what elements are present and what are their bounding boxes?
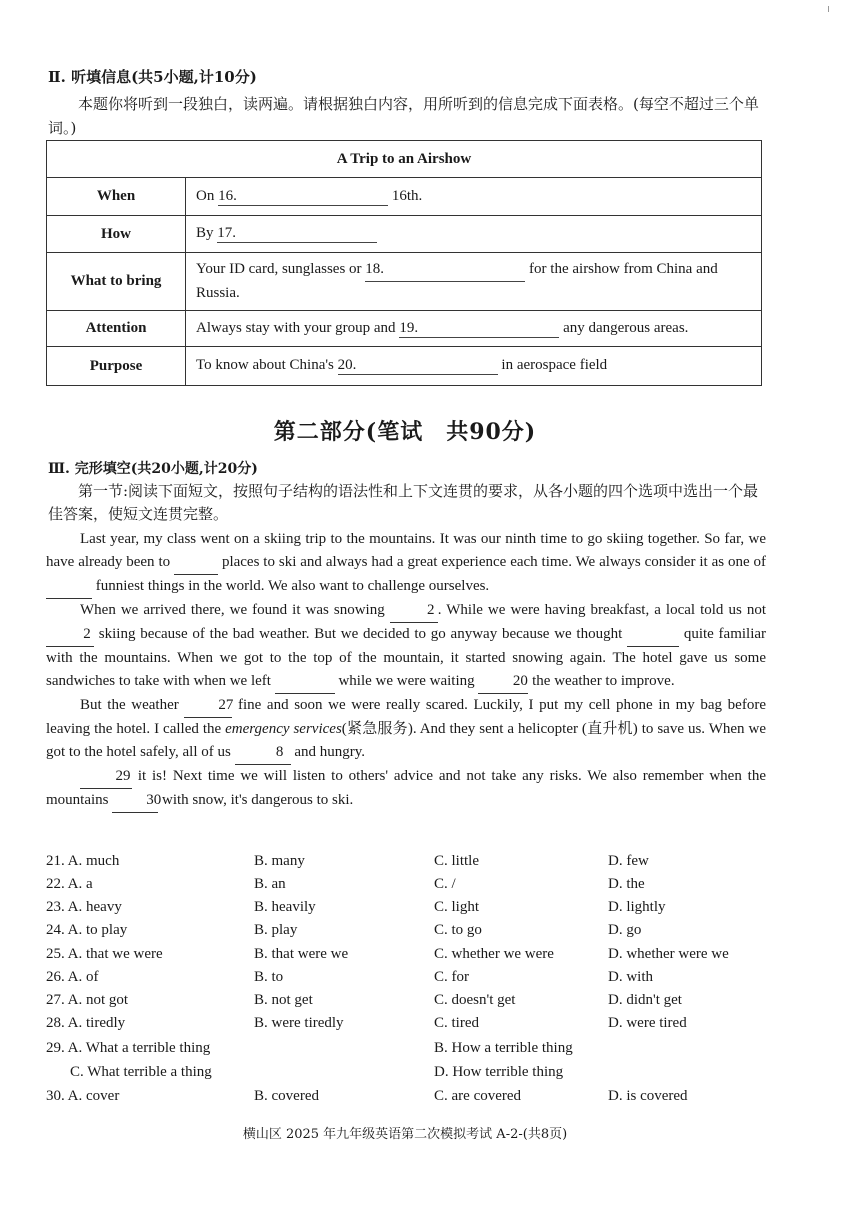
row-label: What to bring <box>47 253 186 311</box>
option-b[interactable]: B. not get <box>254 992 313 1008</box>
blank-30[interactable]: 30 <box>112 789 158 813</box>
page-footer: 横山区 2025 年九年级英语第二次模拟考试 A-2-(共8页) <box>242 1127 568 1142</box>
cloze-passage <box>46 528 766 813</box>
option-c[interactable]: C. What terrible a thing <box>70 1064 212 1080</box>
option-d[interactable]: D. with <box>608 969 653 985</box>
table-row <box>47 253 762 311</box>
option-b[interactable]: B. covered <box>254 1088 319 1104</box>
option-row <box>46 1015 776 1038</box>
option-d[interactable]: D. were tired <box>608 1015 687 1031</box>
part-2-title: 第二部分(笔试 共90分) <box>273 419 537 445</box>
option-c[interactable]: C. little <box>434 853 479 869</box>
option-c[interactable]: C. light <box>434 899 480 915</box>
option-d[interactable]: D. is covered <box>608 1088 688 1104</box>
passage-paragraph: Last year, my class went on a skiing trip to the mountains. It was our ninth time to go skiing together. So far, we have already been to places to ski and always had a great experience each time. We always consider it as one of funniest things in the world. We also want to challenge ourselves. <box>46 528 766 599</box>
option-d[interactable]: D. didn't get <box>608 992 682 1008</box>
option-d[interactable]: D. lightly <box>608 899 666 915</box>
section-2-instructions: 本题你将听到一段独白，读两遍。请根据独白内容，用所听到的信息完成下面表格。(每空不超过三个单词。) <box>48 95 759 137</box>
option-c[interactable]: C. to go <box>434 922 482 938</box>
option-row <box>46 1088 776 1111</box>
option-c[interactable]: C. doesn't get <box>434 992 516 1008</box>
option-a[interactable]: 27. A. not got <box>46 992 129 1008</box>
option-a[interactable]: 22. A. a <box>46 876 93 892</box>
passage-paragraph: When we arrived there, we found it was snowing 2 . While we were having breakfast, a local told us not 2 skiing because of the bad weather. But we decided to go anyway because we thought quite familiar with the mountains. When we got to the top of the mountain, it started snowing again. The hotel gave us some sandwiches to take with when we left while we were waiting 20 the weather to improve. <box>46 599 766 694</box>
option-b[interactable]: B. to <box>254 969 284 985</box>
answer-blank-18[interactable]: 18. <box>365 258 525 282</box>
table-row <box>47 311 762 347</box>
option-a[interactable]: 30. A. cover <box>46 1088 120 1104</box>
table-title: A Trip to an Airshow <box>47 141 762 178</box>
option-d[interactable]: D. few <box>608 853 649 869</box>
option-b[interactable]: B. that were we <box>254 946 349 962</box>
option-d[interactable]: D. whether were we <box>608 946 729 962</box>
row-content: On 16. 16th. <box>186 178 762 216</box>
answer-blank-19[interactable]: 19. <box>399 320 559 338</box>
option-b[interactable]: B. heavily <box>254 899 316 915</box>
section-3-title: Ⅲ. 完形填空(共20小题,计20分) <box>48 461 258 477</box>
option-row <box>46 946 776 969</box>
option-b[interactable]: B. many <box>254 853 305 869</box>
option-a[interactable]: 26. A. of <box>46 969 99 985</box>
option-b[interactable]: B. an <box>254 876 286 892</box>
option-d[interactable]: D. How terrible thing <box>434 1064 564 1080</box>
row-content: To know about China's 20. in aerospace field <box>186 347 762 386</box>
option-a[interactable]: 25. A. that we were <box>46 946 163 962</box>
blank-24[interactable]: 2 <box>46 623 94 647</box>
row-label: Purpose <box>47 347 186 386</box>
table-row <box>47 347 762 386</box>
blank-26[interactable]: 20 <box>478 670 528 694</box>
blank-23[interactable]: 2 <box>390 599 438 623</box>
section-2-title: Ⅱ. 听填信息(共5小题,计10分) <box>48 68 257 86</box>
option-c[interactable]: C. / <box>434 876 456 892</box>
option-a[interactable]: 21. A. much <box>46 853 120 869</box>
option-c[interactable]: C. tired <box>434 1015 479 1031</box>
row-label: Attention <box>47 311 186 347</box>
passage-paragraph: 29 it is! Next time we will listen to others' advice and not take any risks. We also remember when the mountains 30 with snow, it's dangerous to ski. <box>46 765 766 813</box>
option-c[interactable]: C. are covered <box>434 1088 522 1104</box>
table-row <box>47 178 762 216</box>
row-label: When <box>47 178 186 216</box>
option-b[interactable]: B. How a terrible thing <box>434 1040 573 1056</box>
option-b[interactable]: B. play <box>254 922 298 938</box>
option-row <box>46 876 776 899</box>
option-row <box>46 969 776 992</box>
option-b[interactable]: B. were tiredly <box>254 1015 344 1031</box>
option-d[interactable]: D. go <box>608 922 642 938</box>
option-d[interactable]: D. the <box>608 876 645 892</box>
answer-blank-20[interactable]: 20. <box>338 357 498 375</box>
row-label: How <box>47 216 186 253</box>
option-c[interactable]: C. whether we were <box>434 946 554 962</box>
option-row <box>46 992 776 1015</box>
passage-paragraph: But the weather 27 fine and soon we were really scared. Luckily, I put my cell phone in my bag before leaving the hotel. I called the emergency services(紧急服务). And they sent a helicopter (直升机) to save us. When we got to the hotel safely, all of us 8 and hungry. <box>46 694 766 765</box>
answer-blank-17[interactable]: 17. <box>217 225 377 243</box>
option-row <box>46 1064 776 1087</box>
blank-22[interactable] <box>46 575 92 599</box>
blank-25[interactable] <box>627 623 679 647</box>
row-content: Your ID card, sunglasses or 18. for the airshow from China and Russia. <box>186 253 762 311</box>
blank-28[interactable]: 8 <box>235 741 291 765</box>
blank-21[interactable] <box>174 551 218 575</box>
option-c[interactable]: C. for <box>434 969 469 985</box>
option-a[interactable]: 28. A. tiredly <box>46 1015 126 1031</box>
row-content: By 17. <box>186 216 762 253</box>
section-3-instructions: 第一节:阅读下面短文，按照句子结构的语法性和上下文连贯的要求，从各小题的四个选项中选出一个最佳答案，使短文连贯完整。 <box>48 482 759 523</box>
scan-mark <box>828 6 829 12</box>
option-a[interactable]: 23. A. heavy <box>46 899 122 915</box>
option-row <box>46 1040 776 1063</box>
option-a[interactable]: 24. A. to play <box>46 922 128 938</box>
option-row <box>46 853 776 876</box>
smudged-text <box>275 670 335 694</box>
option-row <box>46 922 776 945</box>
answer-blank-16[interactable]: 16. <box>218 188 388 206</box>
blank-29[interactable]: 29 <box>80 765 132 789</box>
option-row <box>46 899 776 922</box>
blank-27[interactable]: 27 <box>184 694 232 718</box>
option-a[interactable]: 29. A. What a terrible thing <box>46 1040 211 1056</box>
table-row <box>47 216 762 253</box>
row-content: Always stay with your group and 19. any dangerous areas. <box>186 311 762 347</box>
airshow-table <box>46 140 762 386</box>
